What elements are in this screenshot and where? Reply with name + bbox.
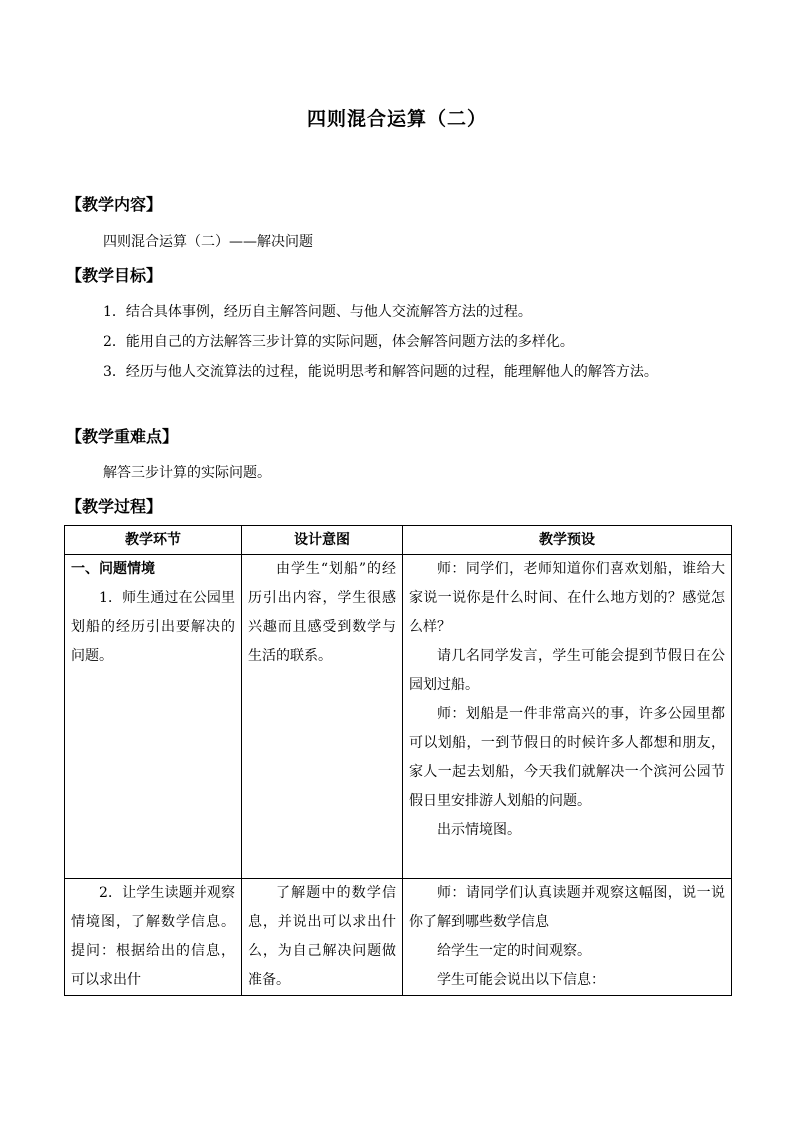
lesson-table xyxy=(64,525,732,996)
header-intent: 设计意图 xyxy=(242,526,403,555)
key-points-text-value: 解答三步计算的实际问题。 xyxy=(103,465,271,481)
section-heading-key-points: 【教学重难点】 xyxy=(66,427,179,446)
row-2-stage xyxy=(65,879,242,996)
goal-item-1-text: 1．结合具体事例，经历自主解答问题、与他人交流解答方法的过程。 xyxy=(103,304,532,320)
content-text xyxy=(66,228,732,257)
goal-item-1 xyxy=(66,298,732,327)
section-heading-process: 【教学过程】 xyxy=(66,497,163,516)
row-2-plan-p3: 学生可能会说出以下信息： xyxy=(437,972,605,988)
row-1-plan-p3: 师：划船是一件非常高兴的事，许多公园里都可以划船，一到节假日的时候许多人都想和朋友，家人一起去划船，今天我们就解决一个滨河公园节假日里安排游人划船的问题。 xyxy=(409,706,725,809)
row-2-intent xyxy=(242,879,403,996)
row-2-stage-text: 2．让学生读题并观察情境图，了解数学信息。提问：根据给出的信息，可以求出什 xyxy=(71,885,235,988)
header-plan: 教学预设 xyxy=(403,526,732,555)
page-title: 四则混合运算（二） xyxy=(306,108,487,130)
table-row xyxy=(65,555,732,879)
row-2-intent-text: 了解题中的数学信息，并说出可以求出什么，为自己解决问题做准备。 xyxy=(248,885,396,988)
row-1-intent xyxy=(242,555,403,879)
row-1-plan-p2: 请几名同学发言，学生可能会提到节假日在公园划过船。 xyxy=(409,648,725,693)
header-stage: 教学环节 xyxy=(65,526,242,555)
row-2-plan-p1: 师：请同学们认真读题并观察这幅图，说一说你了解到哪些数学信息 xyxy=(409,885,725,930)
key-points-text xyxy=(66,459,732,488)
row-1-stage-title: 一、问题情境 xyxy=(71,561,155,577)
table-header-row xyxy=(65,526,732,555)
section-heading-content: 【教学内容】 xyxy=(66,195,163,214)
table-row xyxy=(65,879,732,996)
section-heading-goals: 【教学目标】 xyxy=(66,266,163,285)
row-1-intent-text: 由学生“划船”的经历引出内容，学生很感兴趣而且感受到数学与生活的联系。 xyxy=(248,561,396,664)
row-1-stage-text: 1．师生通过在公园里划船的经历引出要解决的问题。 xyxy=(71,590,235,664)
goal-item-3: 3．经历与他人交流算法的过程，能说明思考和解答问题的过程，能理解他人的解答方法。 xyxy=(103,364,658,380)
row-1-plan-p1: 师：同学们，老师知道你们喜欢划船，谁给大家说一说你是什么时间、在什么地方划的？感觉怎么样？ xyxy=(409,561,725,635)
row-2-plan xyxy=(403,879,732,996)
row-1-plan-p4: 出示情境图。 xyxy=(437,822,521,838)
goal-item-2 xyxy=(66,328,732,357)
content-text-value: 四则混合运算（二）——解决问题 xyxy=(103,234,313,250)
goal-item-2-text: 2．能用自己的方法解答三步计算的实际问题，体会解答问题方法的多样化。 xyxy=(103,334,574,350)
row-1-plan xyxy=(403,555,732,879)
row-1-stage xyxy=(65,555,242,879)
row-2-plan-p2: 给学生一定的时间观察。 xyxy=(437,943,591,959)
